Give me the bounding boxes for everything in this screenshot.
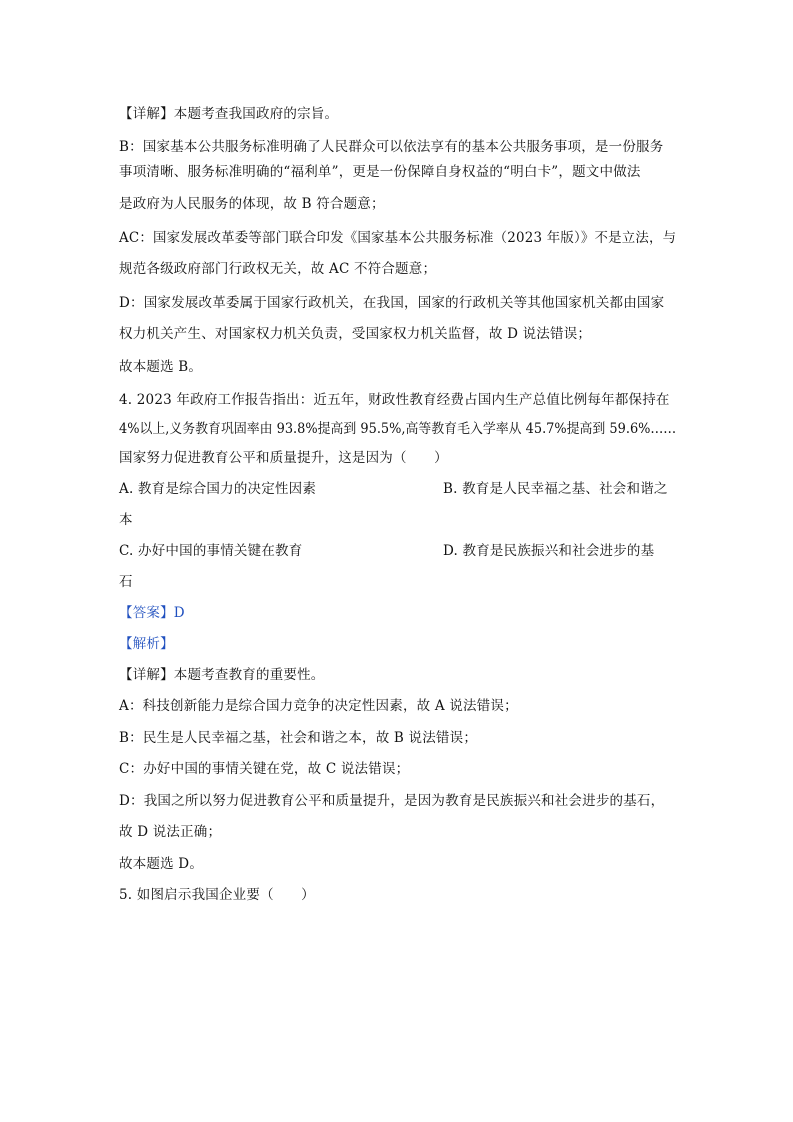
q4-stem-1: 4. 2023 年政府工作报告指出：近五年，财政性教育经费占国内生产总值比例每年都保持在 [119,392,670,408]
q4-option-a-analysis: A：科技创新能力是综合国力竞争的决定性因素，故 A 说法错误； [119,698,518,714]
q3-option-d-analysis-1: D：国家发展改革委属于国家行政机关，在我国，国家的行政机关等其他国家机关都由国家 [119,295,665,311]
q4-option-d-analysis-2: 故 D 说法正确； [119,824,222,840]
q3-option-b-analysis-2: 事项清晰、服务标准明确的“福利单”，更是一份保障自身权益的“明白卡”，题文中做法 [119,164,641,180]
q4-detail: 【详解】本题考查教育的重要性。 [119,667,325,683]
q3-option-ac-analysis-1: AC：国家发展改革委等部门联合印发《国家基本公共服务标准（2023 年版）》不是立法，与 [119,230,677,246]
q4-option-a: A. 教育是综合国力的决定性因素 [119,481,317,497]
q4-option-b-continuation: 本 [119,512,133,528]
q3-option-d-analysis-2: 权力机关产生、对国家权力机关负责，受国家权力机关监督，故 D 说法错误； [119,326,592,342]
q4-analysis-label: 【解析】 [119,636,174,652]
q3-option-ac-analysis-2: 规范各级政府部门行政权无关，故 AC 不符合题意； [119,261,437,277]
q4-option-b: B. 教育是人民幸福之基、社会和谐之 [443,481,668,497]
q4-option-d: D. 教育是民族振兴和社会进步的基 [443,543,655,559]
q3-conclusion: 故本题选 B。 [119,359,203,375]
q4-option-c: C. 办好中国的事情关键在教育 [119,543,303,559]
q4-stem-2: 4%以上,义务教育巩固率由 93.8%提高到 95.5%,高等教育毛入学率从 45.7%提高到 59.6%…… [119,421,677,437]
q4-option-b-analysis: B：民生是人民幸福之基，社会和谐之本，故 B 说法错误； [119,730,478,746]
q4-option-d-analysis-1: D：我国之所以努力促进教育公平和质量提升，是因为教育是民族振兴和社会进步的基石， [119,793,665,809]
q4-option-d-continuation: 石 [119,574,133,590]
q4-answer: 【答案】D [119,605,185,621]
q3-detail: 【详解】本题考查我国政府的宗旨。 [119,106,339,122]
q5-stem: 5. 如图启示我国企业要（ ） [119,887,315,903]
q3-option-b-analysis-1: B：国家基本公共服务标准明确了人民群众可以依法享有的基本公共服务事项，是一份服务 [119,139,664,155]
q4-conclusion: 故本题选 D。 [119,856,204,872]
q4-option-c-analysis: C：办好中国的事情关键在党，故 C 说法错误； [119,761,410,777]
q4-stem-3: 国家努力促进教育公平和质量提升，这是因为（ ） [119,450,448,466]
q3-option-b-analysis-3: 是政府为人民服务的体现，故 B 符合题意； [119,196,385,212]
